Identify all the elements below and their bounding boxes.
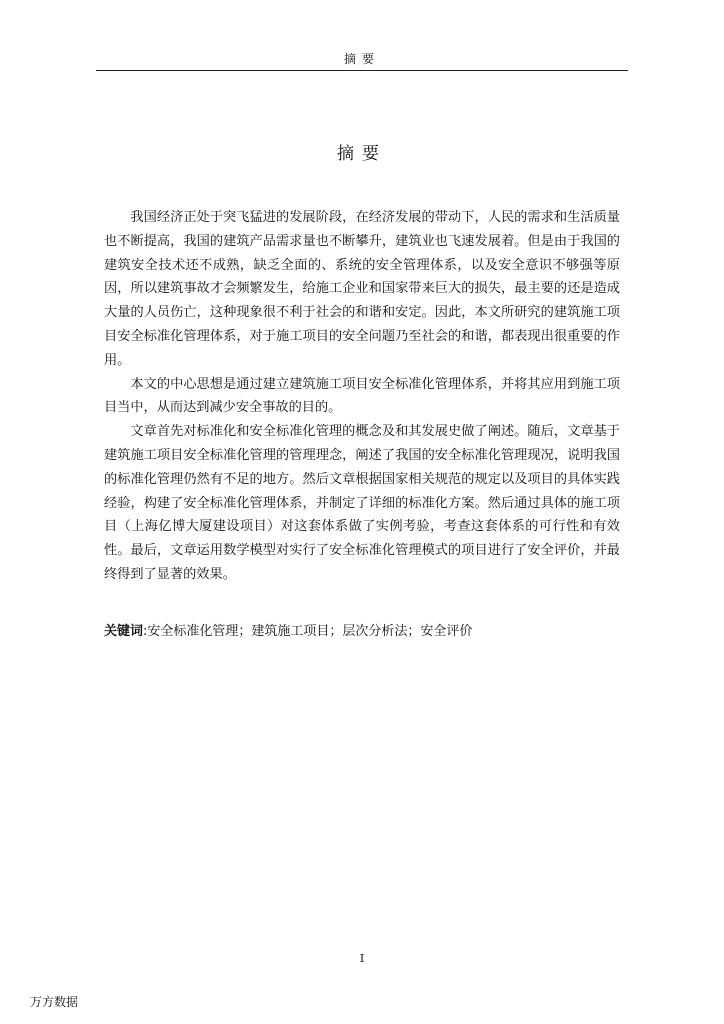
- abstract-paragraph-2: 本文的中心思想是通过建立建筑施工项目安全标准化管理体系，并将其应用到施工项目当中，从而达到减少安全事故的目的。: [104, 376, 620, 416]
- page-number: I: [359, 952, 365, 965]
- keywords-text: :安全标准化管理；建筑施工项目；层次分析法；安全评价: [143, 624, 473, 639]
- abstract-body: [104, 206, 620, 587]
- abstract-paragraph-1: 我国经济正处于突飞猛进的发展阶段，在经济发展的带动下，人民的需求和生活质量也不断提高，我国的建筑产品需求量也不断攀升，建筑业也飞速发展着。但是由于我国的建筑安全技术还不成熟，缺乏全面的、系统的安全管理体系，以及安全意识不够强等原因，所以建筑事故才会频繁发生，给施工企业和国家带来巨大的损失，最主要的还是造成大量的人员伤亡，这种现象很不利于社会的和谐和安定。因此，本文所研究的建筑施工项目安全标准化管理体系，对于施工项目的安全问题乃至社会的和谐，都表现出很重要的作用。: [104, 210, 620, 368]
- keywords-label: 关键词: [104, 624, 144, 639]
- header-rule: [96, 70, 628, 71]
- abstract-title: 摘要: [337, 144, 387, 164]
- running-header: 摘要: [343, 52, 380, 66]
- abstract-paragraph-3: 文章首先对标准化和安全标准化管理的概念及和其发展史做了阐述。随后，文章基于建筑施工项目安全标准化管理的管理理念，阐述了我国的安全标准化管理现况，说明我国的标准化管理仍然有不足的地方。然后文章根据国家相关规范的规定以及项目的具体实践经验，构建了安全标准化管理体系，并制定了详细的标准化方案。然后通过具体的施工项目（上海亿博大厦建设项目）对这套体系做了实例考验，考查这套体系的可行性和有效性。最后，文章运用数学模型对实行了安全标准化管理模式的项目进行了安全评价，并最终得到了显著的效果。: [104, 424, 620, 582]
- source-watermark: 万方数据: [30, 995, 79, 1009]
- keywords-line: [104, 622, 620, 642]
